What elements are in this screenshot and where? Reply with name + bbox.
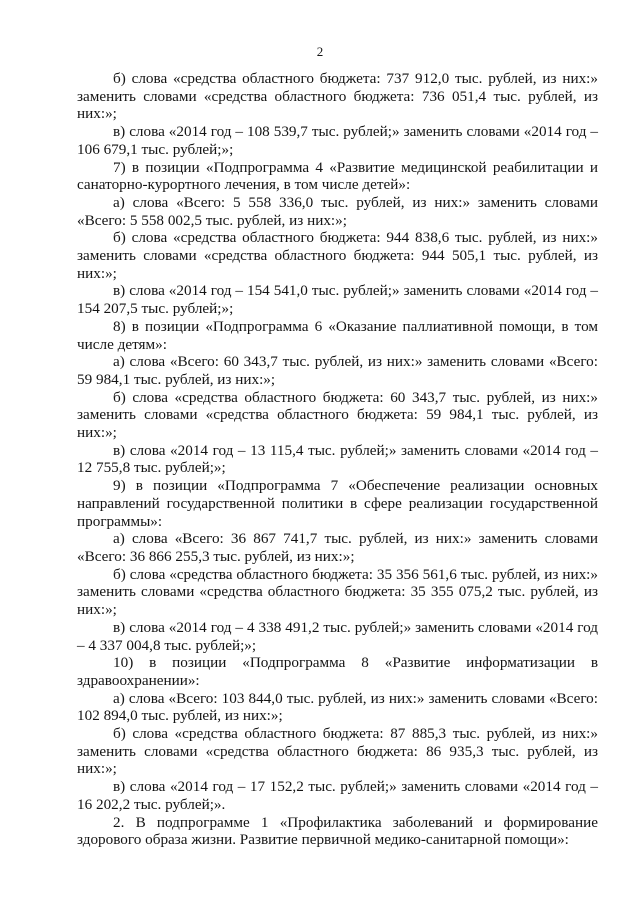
paragraph: б) слова «средства областного бюджета: 87 885,3 тыс. рублей, из них:» заменить словами «средства областного бюджета: 86 935,3 тыс. рублей, из них:»; [77, 725, 598, 778]
paragraph: в) слова «2014 год – 154 541,0 тыс. рублей;» заменить словами «2014 год – 154 207,5 тыс. рублей;»; [77, 282, 598, 318]
paragraph: 7) в позиции «Подпрограмма 4 «Развитие медицинской реабилитации и санаторно-курортного лечения, в том числе детей»: [77, 158, 598, 194]
paragraph: 8) в позиции «Подпрограмма 6 «Оказание паллиативной помощи, в том числе детям»: [77, 317, 598, 353]
paragraph: а) слова «Всего: 36 867 741,7 тыс. рублей, из них:» заменить словами «Всего: 36 866 255,3 тыс. рублей, из них:»; [77, 530, 598, 565]
paragraph: а) слова «Всего: 5 558 336,0 тыс. рублей, из них:» заменить словами «Всего: 5 558 002,5 тыс. рублей, из них:»; [77, 193, 598, 229]
page-number: 2 [316, 44, 324, 59]
paragraph: б) слова «средства областного бюджета: 60 343,7 тыс. рублей, из них:» заменить словами «средства областного бюджета: 59 984,1 тыс. рублей, из них:»; [77, 388, 598, 442]
paragraph: а) слова «Всего: 60 343,7 тыс. рублей, из них:» заменить словами «Всего: 59 984,1 тыс. рублей, из них:»; [77, 353, 598, 388]
paragraph: б) слова «средства областного бюджета: 35 356 561,6 тыс. рублей, из них:» заменить словами «средства областного бюджета: 35 355 075,2 тыс. рублей, из них:»; [77, 565, 598, 619]
paragraph: в) слова «2014 год – 13 115,4 тыс. рублей;» заменить словами «2014 год – 12 755,8 тыс. рублей;»; [77, 441, 598, 477]
paragraph: 2. В подпрограмме 1 «Профилактика заболеваний и формирование здорового образа жизни. Развитие первичной медико-санитарной помощи»: [77, 813, 598, 849]
paragraph: 9) в позиции «Подпрограмма 7 «Обеспечение реализации основных направлений государственной политики в сфере реализации государственной программы»: [77, 477, 598, 530]
paragraph: а) слова «Всего: 103 844,0 тыс. рублей, из них:» заменить словами «Всего: 102 894,0 тыс. рублей, из них:»; [77, 689, 598, 725]
paragraph: в) слова «2014 год – 108 539,7 тыс. рублей;» заменить словами «2014 год – 106 679,1 тыс. рублей;»; [77, 123, 598, 158]
paragraph: 10) в позиции «Подпрограмма 8 «Развитие информатизации в здравоохранении»: [77, 654, 598, 689]
paragraph: б) слова «средства областного бюджета: 737 912,0 тыс. рублей, из них:» заменить словами «средства областного бюджета: 736 051,4 тыс. рублей, из них:»; [77, 70, 598, 123]
paragraph: в) слова «2014 год – 17 152,2 тыс. рублей;» заменить словами «2014 год – 16 202,2 тыс. рублей;». [77, 778, 598, 813]
paragraph: б) слова «средства областного бюджета: 944 838,6 тыс. рублей, из них:» заменить словами «средства областного бюджета: 944 505,1 тыс. рублей, из них:»; [77, 229, 598, 282]
paragraph: в) слова «2014 год – 4 338 491,2 тыс. рублей;» заменить словами «2014 год – 4 337 004,8 тыс. рублей;»; [77, 618, 598, 654]
document-body [77, 70, 598, 849]
